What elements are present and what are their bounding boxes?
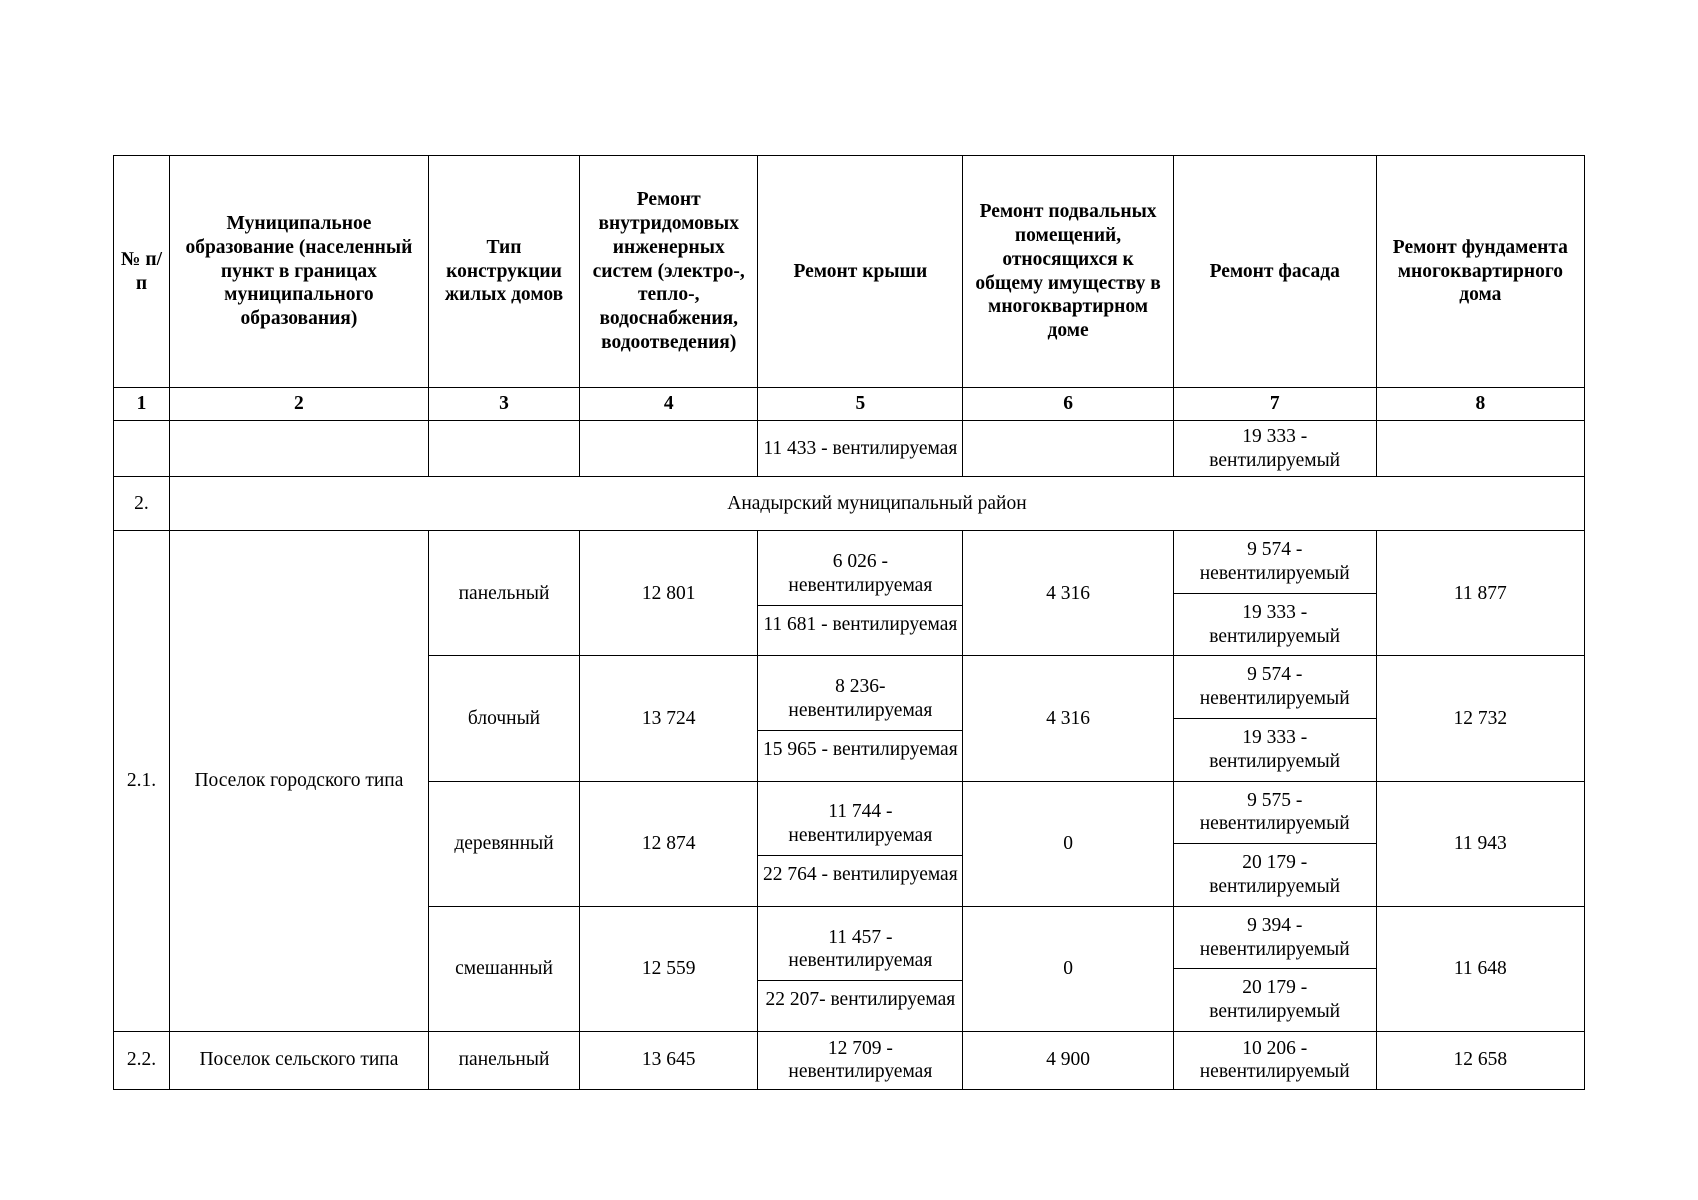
continuation-construction-type [428,420,579,477]
document-page [113,155,1585,1090]
header-cell-municipality: Муниципальное образование (населенный пункт в границах муниципального образования) [169,156,428,388]
continuation-basement [963,420,1173,477]
column-number-4: 4 [580,388,758,421]
roof-values [758,531,963,656]
roof-value-non-ventilated: 11 457 - невентилируемая [788,926,933,972]
region-number: 2. [114,477,170,531]
facade-value-ventilated: 19 333 - вентилируемый [1174,718,1376,781]
roof-value-ventilated: 22 764 - вентилируемая [758,855,962,894]
facade-values [1173,781,1376,906]
facade-value-ventilated: 20 179 - вентилируемый [1174,968,1376,1031]
continuation-roof: 11 433 - вентилируемая [758,420,963,477]
table-header-row [114,156,1585,388]
continuation-facade: 19 333 - вентилируемый [1173,420,1376,477]
foundation-value: 12 732 [1376,656,1584,781]
column-number-2: 2 [169,388,428,421]
group-name-22: Поселок сельского типа [169,1031,428,1089]
table-row [114,1031,1585,1089]
facade-values [1173,531,1376,656]
continuation-number [114,420,170,477]
roof-value-ventilated: 15 965 - вентилируемая [758,730,962,769]
construction-type: деревянный [428,781,579,906]
construction-type: панельный [428,1031,579,1089]
basement-value: 4 900 [963,1031,1173,1089]
basement-value: 0 [963,906,1173,1031]
roof-values [758,906,963,1031]
basement-value: 0 [963,781,1173,906]
facade-value-non-ventilated: 9 575 - невентилируемый [1199,789,1350,835]
facade-value-ventilated: 20 179 - вентилируемый [1174,843,1376,906]
foundation-value: 11 648 [1376,906,1584,1031]
continuation-engineering [580,420,758,477]
roof-value-non-ventilated: 11 744 - невентилируемая [788,801,933,847]
group-name-21: Поселок городского типа [169,531,428,1032]
region-row [114,477,1585,531]
header-cell-foundation-repair: Ремонт фундамента многоквартирного дома [1376,156,1584,388]
facade-value-non-ventilated: 9 574 - невентилируемый [1199,539,1350,585]
header-cell-facade-repair: Ремонт фасада [1173,156,1376,388]
header-cell-roof-repair: Ремонт крыши [758,156,963,388]
group-number-21: 2.1. [114,531,170,1032]
column-number-7: 7 [1173,388,1376,421]
repair-cost-table [113,155,1585,1090]
roof-value-non-ventilated: 12 709 - невентилируемая [758,1031,963,1089]
column-number-8: 8 [1376,388,1584,421]
roof-value-non-ventilated: 6 026 - невентилируемая [788,551,933,597]
roof-value-ventilated: 11 681 - вентилируемая [758,605,962,644]
engineering-value: 13 724 [580,656,758,781]
region-title: Анадырский муниципальный район [169,477,1584,531]
continuation-municipality [169,420,428,477]
basement-value: 4 316 [963,656,1173,781]
facade-value-ventilated: 19 333 - вентилируемый [1174,593,1376,656]
roof-value-non-ventilated: 8 236- невентилируемая [788,676,933,722]
engineering-value: 13 645 [580,1031,758,1089]
header-cell-number: № п/п [114,156,170,388]
construction-type: блочный [428,656,579,781]
group-number-22: 2.2. [114,1031,170,1089]
column-number-6: 6 [963,388,1173,421]
construction-type: смешанный [428,906,579,1031]
column-number-3: 3 [428,388,579,421]
header-cell-engineering-systems: Ремонт внутридомовых инженерных систем (электро-, тепло-, водоснабжения, водоотведения) [580,156,758,388]
engineering-value: 12 801 [580,531,758,656]
column-number-row [114,388,1585,421]
roof-values [758,656,963,781]
roof-value-ventilated: 22 207- вентилируемая [758,980,962,1019]
facade-value-non-ventilated: 10 206 - невентилируемый [1173,1031,1376,1089]
header-cell-basement-repair: Ремонт подвальных помещений, относящихся к общему имуществу в многоквартирном доме [963,156,1173,388]
facade-value-non-ventilated: 9 574 - невентилируемый [1199,664,1350,710]
column-number-1: 1 [114,388,170,421]
table-row [114,531,1585,656]
continuation-row [114,420,1585,477]
foundation-value: 11 877 [1376,531,1584,656]
facade-values [1173,656,1376,781]
construction-type: панельный [428,531,579,656]
basement-value: 4 316 [963,531,1173,656]
foundation-value: 11 943 [1376,781,1584,906]
header-cell-construction-type: Тип конструкции жилых домов [428,156,579,388]
engineering-value: 12 559 [580,906,758,1031]
continuation-foundation [1376,420,1584,477]
foundation-value: 12 658 [1376,1031,1584,1089]
engineering-value: 12 874 [580,781,758,906]
roof-values [758,781,963,906]
facade-value-non-ventilated: 9 394 - невентилируемый [1199,914,1350,960]
column-number-5: 5 [758,388,963,421]
facade-values [1173,906,1376,1031]
